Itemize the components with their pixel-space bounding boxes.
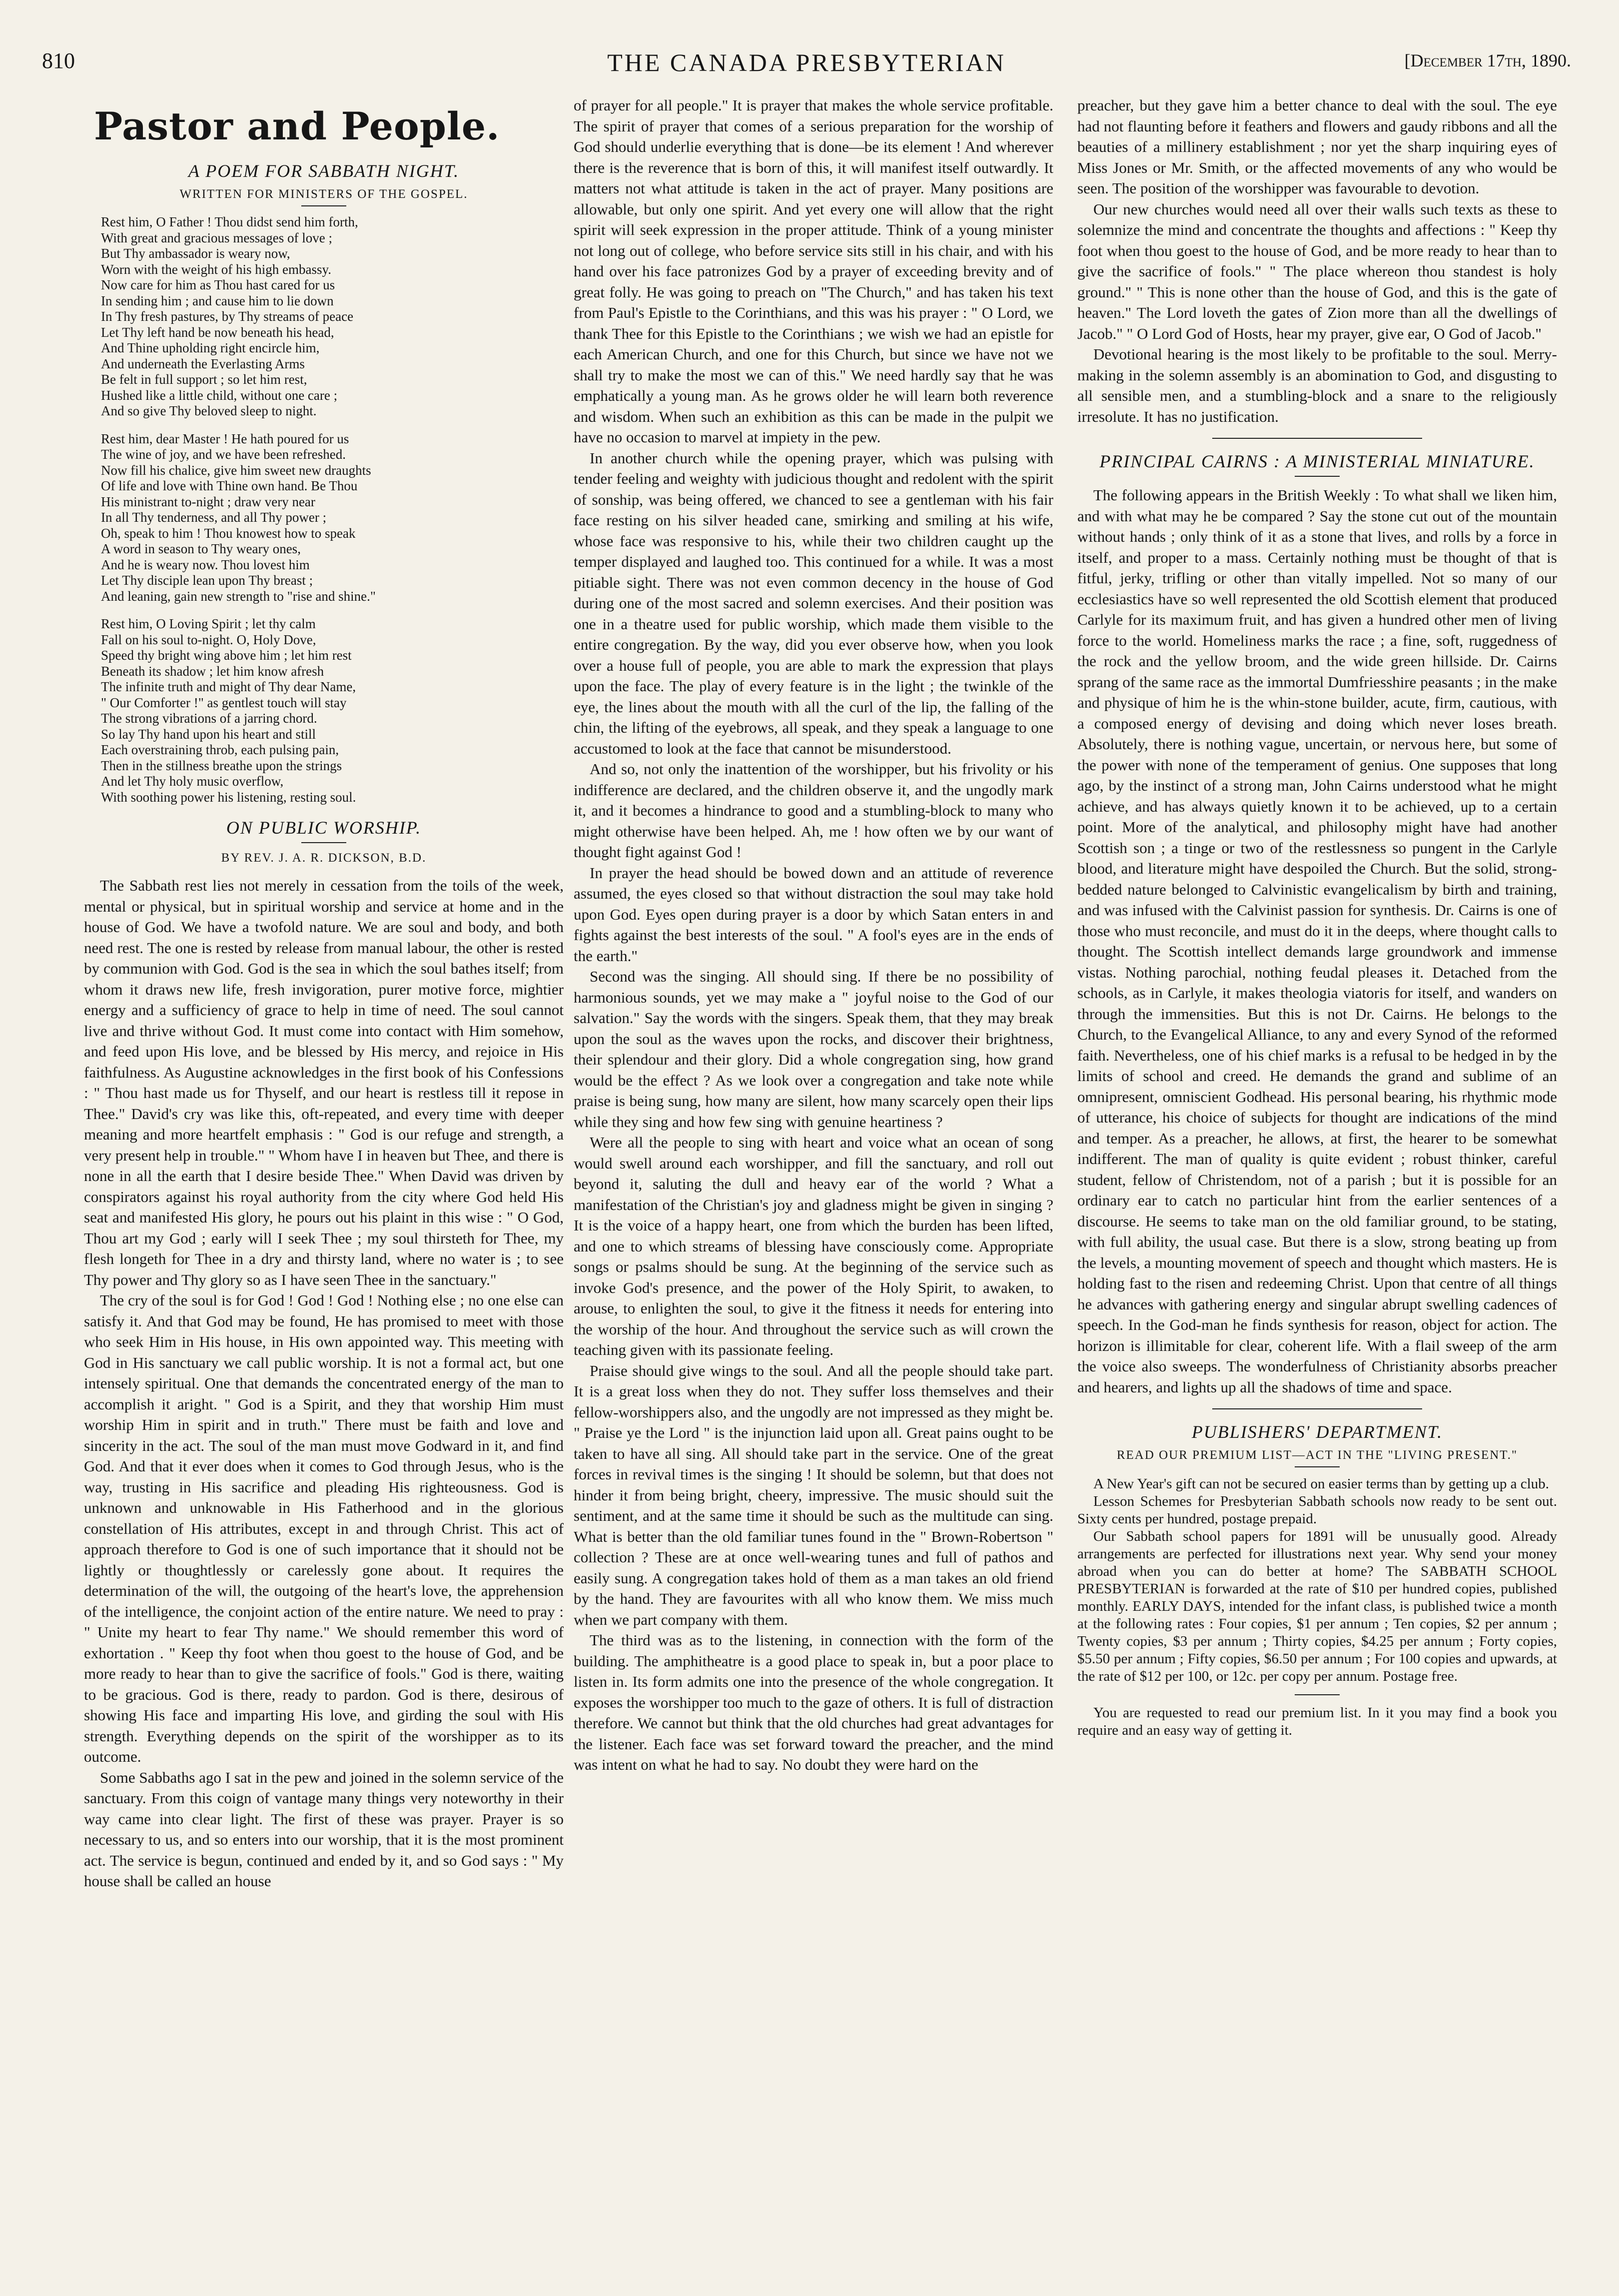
divider [1212,1408,1422,1409]
column-1 [84,95,564,1892]
poem-line: Now care for him as Thou hast cared for us [101,277,335,292]
poem-line: With great and gracious messages of love ; [101,230,333,245]
divider [1295,1694,1340,1695]
poem-line: Fall on his soul to-night. O, Holy Dove, [101,632,316,647]
article-paragraph: In prayer the head should be bowed down and an attitude of reverence assumed, the eyes closed so that without distraction the soul may take hold upon God. Eyes open during prayer is a door by which Satan enters in and fights against the best interests of the soul. " A fool's eyes are in the ends of the earth." [574,864,1053,965]
divider [1295,1466,1340,1467]
poem-line: And underneath the Everlasting Arms [101,356,305,371]
article-paragraph: The Sabbath rest lies not merely in cessation from the toils of the week, mental or physical, but in spiritual worship and service at home and in the house of God. We have a twofold nature. We are soul and body, and both need rest. The one is rested by release from manual labour, the other is rested by communion with God. God is the sea in which the soul bathes itself; from whom it draws new life, fresh invigoration, purer motive force, mightier energy and a sufficiency of grace to help in time of need. The soul cannot live and thrive without God. It must come into contact with Him somehow, and feed upon His love, and be blessed by His mercy, and rejoice in His faithfulness. As Augustine acknowledges in the first book of his Confessions : " Thou hast made us for Thyself, and our heart is restless till it repose in Thee." David's cry was like this, oft-repeated, and every time with deeper meaning and more heartfelt emphasis : " God is our refuge and strength, a very present help in trouble." " Whom have I in heaven but Thee, and there is none in all the earth that I desire beside Thee." When David was driven by conspirators against his royal authority from the city where God held His seat and manifested His glory, he pours out his plaint in this wise : " O God, Thou art my God ; early will I seek Thee ; my soul thirsteth for Thee, my flesh longeth for Thee in a dry and thirsty land, where no water is ; to see Thy power and Thy glory so as I have seen Thee in the sanctuary." [84,877,564,1288]
poem-line: Now fill his chalice, give him sweet new draughts [101,462,371,478]
poem-line: Of life and love with Thine own hand. Be Thou [101,478,358,493]
article-paragraph: In another church while the opening prayer, which was pulsing with tender feeling and weighty with judicious thought and redolent with the spirit of sonship, was being offered, we chanced to see a gentleman with his fair face resting on his silver headed cane, smirking and smiling at his wife, whose face was responsive to his, while their two children caught up the temper displayed and laughed too. This continued for a while. It was a most pitiable sight. There was not even common decency in the house of God during one of the most sacred and solemn exercises. And their position was one in a theatre used for public worship, which made them visible to the entire congregation. By the way, did you ever observe how, when you look over a house full of people, you are able to mark the expression that plays upon the face. The play of every feature is in the light ; the twinkle of the eye, the lines about the mouth with all the curl of the lip, the falling of the chin, the lifting of the eyebrows, all speak, and they speak a language to one accustomed to look at the face that cannot be misunderstood. [574,449,1053,757]
poem-line: And let Thy holy music overflow, [101,774,284,789]
publishers-paragraph: Our Sabbath school papers for 1891 will be unusually good. Already arrangements are perfected for illustrations next year. Why send your money abroad when you can do better at home? The SABBATH SCHOOL PRESBYTERIAN is forwarded at the rate of $10 per hundred copies, published monthly. EARLY DAYS, intended for the infant class, is published twice a month at the following rates : Four copies, $1 per annum ; Ten copies, $2 per annum ; Twenty copies, $3 per annum ; Thirty copies, $4.25 per annum ; Forty copies, $5.50 per annum ; Fifty copies, $6.50 per annum ; For 100 copies and upwards, at the rate of $12 per 100, or 12c. per copy per annum. Postage free. [1077,1528,1557,1684]
byline: BY REV. J. A. R. DICKSON, B.D. [221,851,427,865]
poem-line: Worn with the weight of his high embassy. [101,261,332,277]
publishers-title: PUBLISHERS' DEPARTMENT. [1191,1422,1443,1442]
divider [301,205,346,206]
poem-line: In sending him ; and cause him to lie down [101,293,334,308]
publishers-paragraph: Lesson Schemes for Presbyterian Sabbath schools now ready to be sent out. Sixty cents per hundred, postage prepaid. [1077,1493,1557,1527]
poem-subtitle: WRITTEN FOR MINISTERS OF THE GOSPEL. [179,187,468,201]
poem-line: And so give Thy beloved sleep to night. [101,403,317,418]
article-paragraph: Some Sabbaths ago I sat in the pew and joined in the solemn service of the sanctuary. From this coign of vantage many things very noteworthy in their way came into clear light. The first of these was prayer. Prayer is so necessary to us, and so enters into our worship, that it is the most prominent act. The service is begun, continued and ended by it, and so God says : " My house shall be called an house [84,1768,564,1890]
poem-line: Beneath its shadow ; let him know afresh [101,663,324,679]
article-paragraph: of prayer for all people." It is prayer that makes the whole service profitable. The spirit of prayer that comes of a serious preparation for the worship of God should underlie everything that is done—be its element ! And wherever there is the reverence that is born of this, it will manifest itself outwardly. It matters not what attitude is taken in the act of prayer. Many positions are allowable, but only one spirit. And yet every one will allow that the right spirit will seek expression in the proper attitude. Think of a young minister not long out of college, who before service sits still in his chair, and with his hand over his face patronizes God by a prayer of exceeding brevity and of great folly. He was going to preach on "The Church," and has taken his text from Paul's Epistle to the Corinthians, and this was his prayer : " O Lord, we thank Thee for this Epistle to the Corinthians ; we wish we had an epistle for each American Church, and one for this Church, but since we have not we shall try to make the most we can of this." We need hardly say that he was emphatically a young man. As he grows older he will learn both reverence and wisdom. When such an exhibition as this can be made in the pulpit we have no occasion to marvel at impiety in the pew. [574,96,1053,446]
cairns-title: PRINCIPAL CAIRNS : A MINISTERIAL MINIATURE. [1099,451,1535,471]
publishers-paragraph: A New Year's gift can not be secured on easier terms than by getting up a club. [1093,1476,1550,1492]
column-3 [1077,95,1557,1739]
department-heading: Pastor and People. [94,104,500,148]
publishers-subtitle: READ OUR PREMIUM LIST—ACT IN THE "LIVING PRESENT." [1116,1448,1518,1462]
poem-line: The strong vibrations of a jarring chord. [101,711,317,726]
divider [1295,476,1340,477]
divider [301,842,346,843]
poem-line: Speed thy bright wing above him ; let him rest [101,648,352,663]
poem-line: His ministrant to-night ; draw very near [101,494,315,509]
poem-line: Hushed like a little child, without one care ; [101,387,338,403]
poem-line: The infinite truth and might of Thy dear Name, [101,679,356,694]
poem-line: So lay Thy hand upon his heart and still [101,726,316,742]
poem-line: Rest him, O Loving Spirit ; let thy calm [101,616,316,631]
page-header [42,48,1571,83]
poem-line: Let Thy left hand be now beneath his head, [101,324,334,340]
poem-line: A word in season to Thy weary ones, [101,541,301,556]
poem-line: And he is weary now. Thou lovest him [101,557,310,572]
poem-line: Let Thy disciple lean upon Thy breast ; [101,573,313,588]
poem-line: The wine of joy, and we have been refreshed. [101,447,346,462]
poem-stanza [101,616,564,805]
paper-title: THE CANADA PRESBYTERIAN [607,48,1006,76]
page-number: 810 [42,48,75,73]
poem-line: But Thy ambassador is weary now, [101,246,290,261]
poem-line: " Our Comforter !" as gentlest touch will stay [101,695,347,710]
cairns-paragraph: The following appears in the British Weekly : To what shall we liken him, and with what may he be compared ? Say the stone cut out of the mountain without hands ; only think of it as a stone that lives, and rolls by a force in itself, and proper to a mass. Certainly nothing must be thought of that is fitful, jerky, trifling or other than vitally impelled. Not so many of our ecclesiastics have so well represented the old Scottish element that produced Carlyle for its maximum fruit, and has given a hundred other men of living force to the world. Homeliness marks the race ; a fine, soft, ruggedness of the rock and the yellow broom, and the wide green hillside. Dr. Cairns sprang of the same race as the immortal Dumfriesshire peasants ; in the make and physique of him he is the whin-stone builder, acute, firm, cautious, with a composed energy of devising and doing which never loses breath. Absolutely, there is nothing vague, uncertain, or nervous here, but some of the power with none of the temperament of genius. One supposes that long ago, by the instinct of a strong man, John Cairns understood what he might achieve, and has always quietly known it to be achieved, up to a certain point. More of the analytical, and philosophy might have had another Scottish son ; a tinge or two of the restlessness so pungent in the Carlyle blood, and literature might have despoiled the Church. But the solid, strong-bedded nature belonged to Calvinistic evangelicalism by birth and training, and was infused with the Calvinist passion for synthesis. Dr. Cairns is one of those who must reconcile, and must do it in the deeps, where thought calls to thought. The Scottish intellect demands large groundwork and immense vistas. Nothing parochial, nothing feudal pleases it. Detached from the schools, as in Carlyle, it makes theologia viatoris for itself, and wanders on through the immensities. But this is not Dr. Cairns. He belongs to the Church, to the Evangelical Alliance, to any and every Synod of the reformed faith. Nevertheless, one of his chief marks is a refusal to be hedged in by the limits of school and creed. He demands the grand and sublime of an omnipresent, omniscient Godhead. His personal bearing, his rhythmic mode of utterance, his choice of subjects for thought are indications of the mind and temper. As a preacher, he allows, at first, the hearer to be somewhat indifferent. The man of quality is quite evident ; robust thinker, careful student, fellow of Christendom, not of a parish ; but it is possible for an ordinary ear to catch no particular hint from the earlier sentences of a discourse. He seems to take man on the old familiar ground, to be stating, with full ability, the usual case. But there is a slow, strong beating up from the levels, a mounting movement of speech and thought which masters. He is holding fast to the risen and redeeming Christ. Upon that centre of all things he advances with gathering energy and singular abrupt swelling cadences of speech. In the God-man he finds synthesis for reason, object for action. The horizon is illimitable for clear, coherent life. With a flail sweep of the arm the voice also sweeps. The wonderfulness of Christianity absorbs preacher and hearers, and lights up all the shadows of time and space. [1077,486,1557,1396]
article-paragraph: Were all the people to sing with heart and voice what an ocean of song would swell around each worshipper, and fill the sanctuary, and roll out beyond it, saluting the dull and heavy ear of the world ? What a manifestation of the Christian's joy and gladness might be given in singing ? It is the voice of a happy heart, one from which the burden has been lifted, and one to which streams of blessing have consciously come. Appropriate songs or psalms should be sung. At the beginning of the service such as invoke God's presence, and the power of the Holy Spirit, to awaken, to arouse, to enlighten the soul, to give it the fitness it needs for entering into the worship of the hour. And throughout the service such as will crown the teaching given with its passionate feeling. [574,1134,1053,1358]
column-2 [574,95,1053,1775]
poem-line: Then in the stillness breathe upon the strings [101,758,342,773]
article-paragraph: Our new churches would need all over their walls such texts as these to solemnize the mind and concentrate the thoughts and affections : " Keep thy foot when thou goest to the house of God, and be more ready to hear than to give the sacrifice of fools." " The place whereon thou standest is holy ground." " This is none other than the house of God, and this is the gate of heaven." The Lord loveth the gates of Zion more than all the dwellings of Jacob." " O Lord God of Hosts, hear my prayer, give ear, O God of Jacob." [1077,200,1557,342]
divider [1212,438,1422,439]
poem-line: Rest him, O Father ! Thou didst send him forth, [101,214,358,229]
article-title: ON PUBLIC WORSHIP. [226,818,422,838]
article-paragraph: Devotional hearing is the most likely to be profitable to the soul. Merry-making in the solemn assembly is an abomination to God, and disgusting to all sensible men, and a stumbling-block and a snare to the religiously irresolute. It has no justification. [1077,345,1557,425]
article-paragraph: The cry of the soul is for God ! God ! God ! Nothing else ; no one else can satisfy it. And that God may be found, He has promised to meet with those who seek Him in His house, in His own appointed way. This meeting with God in His sanctuary we call public worship. It is not a formal act, but one intensely spiritual. One that demands the concentrated energy of the man to accomplish it aright. " God is a Spirit, and they that worship Him must worship Him in spirit and in truth." There must be faith and love and sincerity in the act. The soul of the man must move Godward in it, and find God. And that it ever does when it comes to God through Jesus, who is the way, trusting in His sacrifice and pleading His righteousness. God is unknown and unknowable in His Fatherhood and in the glorious constellation of His attributes, except in and through Christ. This act of approach therefore to God is one of such importance that it should not be lightly or thoughtlessly or carelessly gone about. It requires the determination of the will, the outgoing of the heart's love, the apprehension of the intelligence, the conjoint action of the entire nature. We need to pray : " Unite my heart to fear Thy name." We should remember this word of exhortation . " Keep thy foot when thou goest to the house of God, and be more ready to hear than to give the sacrifice of fools." God is there, waiting to be gracious. God is there, ready to pardon. God is there, desirous of showing His face and imparting His love, and girding the soul with His strength. Everything depends on the spirit of the worshipper as to its outcome. [84,1291,564,1765]
article-paragraph: Praise should give wings to the soul. And all the people should take part. It is a great loss when they do not. They suffer loss themselves and their fellow-worshippers also, and the ungodly are not impressed as they might be. " Praise ye the Lord " is the injunction laid upon all. Great pains ought to be taken to have all sing. All should take part in the service. One of the great forces in revival times is the singing ! It should be solemn, but that does not hinder it from being bright, cheery, impressive. The music should suit the sentiment, and at the same time it should be such as the multitude can sing. What is better than the old familiar tunes found in the " Brown-Robertson " collection ? These are at once well-wearing tunes and full of pathos and easily sung. A congregation takes hold of them as a man takes an old friend by the hand. They are favourites with all who know them. We miss much when we part company with them. [574,1361,1053,1628]
poem-line: With soothing power his listening, resting soul. [101,789,356,805]
poem-line: Oh, speak to him ! Thou knowest how to speak [101,525,356,541]
poem-title: A POEM FOR SABBATH NIGHT. [188,161,460,181]
article-paragraph: The third was as to the listening, in connection with the form of the building. The amphitheatre is a good place to speak in, but a poor place to listen in. Its form admits one into the presence of the whole congregation. It exposes the worshipper too much to the gaze of others. It is full of distraction therefore. We cannot but think that the old churches had great advantages for the listener. Each face was set forward toward the preacher, and the mind was intent on what he had to say. No doubt they were hard on the [574,1631,1053,1773]
poem-line: And leaning, gain new strength to "rise and shine." [101,588,376,604]
poem-line: In Thy fresh pastures, by Thy streams of peace [101,309,354,324]
poem-line: In all Thy tenderness, and all Thy power ; [101,510,327,525]
poem-line: And Thine upholding right encircle him, [101,340,320,355]
poem-line: Each overstraining throb, each pulsing pain, [101,742,339,757]
poem-stanza [101,431,564,605]
issue-date: [December 17th, 1890. [1404,50,1571,70]
article-paragraph: preacher, but they gave him a better chance to deal with the soul. The eye had not flaunting before it feathers and flowers and gaudy ribbons and all the beauties of a millinery establishment ; nor yet the sharp inquiring eyes of Miss Jones or Mr. Smith, or the affected movements of any who would be seen. The position of the worshipper was favourable to devotion. [1077,96,1557,197]
article-paragraph: Second was the singing. All should sing. If there be no possibility of harmonious sounds, yet we may make a " joyful noise to the God of our salvation." Say the words with the singers. Speak them, that they may break upon the soul as the waves upon the rocks, and discover their brightness, their splendour and their glory. Did a whole congregation sing, how grand would be the effect ? As we look over a congregation and take note while praise is being sung, how many are silent, how many scarcely open their lips while they sing and how few sing with genuine heartiness ? [574,968,1053,1131]
article-paragraph: And so, not only the inattention of the worshipper, but his frivolity or his indifference are declared, and the children observe it, and the ungodly mark it, and it becomes a hindrance to good and a stumbling-block to many who might otherwise have been helped. Ah, me ! how often we by our want of thought fight against God ! [574,760,1053,861]
poem-line: Be felt in full support ; so let him rest, [101,372,307,387]
poem-line: Rest him, dear Master ! He hath poured for us [101,431,349,446]
poem-stanza [101,214,564,419]
premium-note: You are requested to read our premium list. In it you may find a book you require and an easy way of getting it. [1077,1705,1557,1738]
